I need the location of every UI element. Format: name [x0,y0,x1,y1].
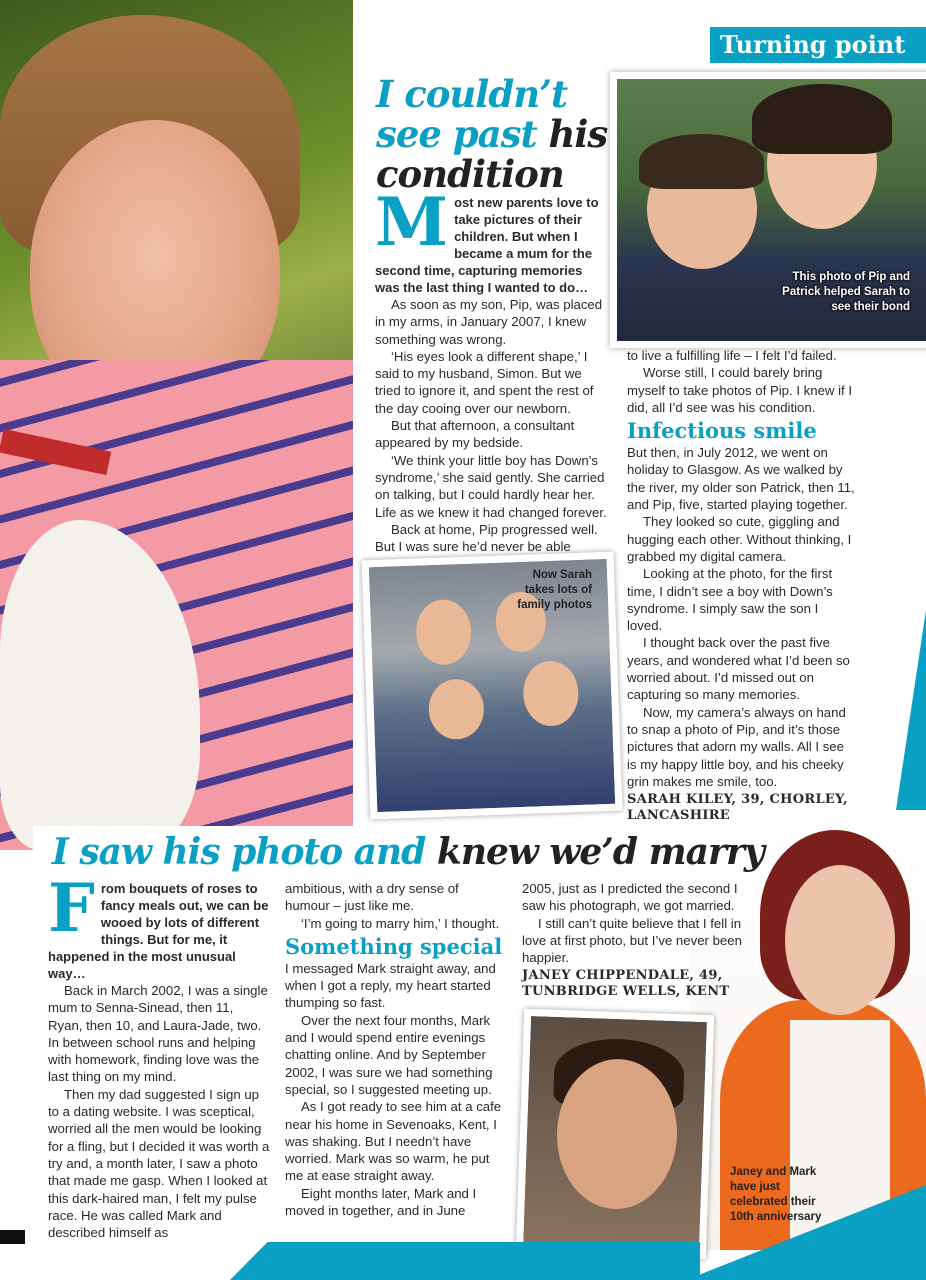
story1-headline-part1: I couldn’t see past [376,72,568,156]
paragraph: Worse still, I could barely bring myself to take photos of Pip. I knew if I did, all I’d see was his condition. [627,365,853,415]
paragraph: ‘I’m going to marry him,’ I thought. [301,915,500,931]
photo-sarah-with-dog [0,0,353,850]
paragraph: Back at home, Pip progressed well. But I was sure he’d never be able [375,521,598,555]
paragraph: to live a fulfilling life – I felt I’d failed. [627,348,837,363]
story2-column-2 [285,880,507,1219]
decorative-strip [230,1242,700,1280]
story2-column-3 [522,880,742,1000]
paragraph: Back in March 2002, I was a single mum to Senna-Sinead, then 11, Ryan, then 10, and Laura-Jade, two. In between school runs and helping with homework, finding love was the last thing on my mind. [48,983,268,1085]
section-tag: Turning point [710,27,926,63]
caption-janey: Janey and Mark have just celebrated their 10th anniversary [730,1166,822,1223]
paragraph: But then, in July 2012, we went on holiday to Glasgow. As we walked by the river, my older son Patrick, then 11, and Pip, five, started playing together. [627,445,855,513]
paragraph: Now, my camera’s always on hand to snap a photo of Pip, and it’s those pictures that adorn my walls. All I see is my happy little boy, and his cheeky grin makes me smile, too. [627,704,846,789]
paragraph: As I got ready to see him at a cafe near his home in Sevenoaks, Kent, I was shaking. But I needn’t have worried. Mark was so warm, he put me at ease straight away. [285,1099,502,1184]
paragraph: But that afternoon, a consultant appeared by my bedside. [375,418,575,451]
caption-family: Now Sarah takes lots of family photos [517,569,592,611]
story1-headline-part2: his condition [376,112,608,196]
story1-column-2 [627,347,857,824]
story1-headline [376,74,616,194]
paragraph: Over the next four months, Mark and I would spend entire evenings chatting online. And by September 2002, I was sure we had something special, so I suggested meeting up. [285,1012,493,1097]
paragraph: Then my dad suggested I sign up to a dating website. I was sceptical, worried all the men would be looking for a fling, but I decided it was worth a try and, a month later, I saw a photo that made me gasp. When I looked at this dark-haired man, I felt my pulse race. He was called Mark and described himself as [48,1086,270,1241]
photo-mark [516,1009,714,1259]
decorative-block [0,1230,25,1244]
signature-line: JANEY CHIPPENDALE, 49, [522,968,723,984]
paragraph: I still can’t quite believe that I fell in love at first photo, but I’ve never been happier. [522,915,742,966]
story2-drop-cap: F [48,869,95,947]
story1-intro [375,183,608,296]
paragraph: I thought back over the past five years, and wondered what I’d been so worried about. I’d missed out on capturing so many memories. [627,635,850,703]
paragraph: ambitious, with a dry sense of humour – just like me. [285,881,459,914]
story2-intro-text: rom bouquets of roses to fancy meals out, we can be wooed by lots of different things. But for me, it happened in the most unusual way… [48,881,269,981]
story2-intro [48,869,270,982]
signature-line: SARAH KILEY, 39, CHORLEY, [627,792,848,808]
story1-subhead: Infectious smile [627,418,817,444]
decorative-triangle [896,610,926,810]
paragraph: They looked so cute, giggling and hugging each other. Without thinking, I grabbed my digital camera. [627,514,852,564]
signature-line: TUNBRIDGE WELLS, KENT [522,984,730,1000]
paragraph: ‘His eyes look a different shape,’ I said to my husband, Simon. But we tried to ignore it, and spent the rest of the day cooing over our newborn. [375,348,594,416]
story2-headline-part2: knew we’d marry [436,831,764,873]
story1-drop-cap: M [375,183,449,261]
story2-column-1 [48,869,270,1241]
story1-intro-text: ost new parents love to take pictures of their children. But when I became a mum for the second time, capturing memories was the last thing I wanted to do… [375,195,599,295]
story2-subhead: Something special [285,933,503,959]
paragraph: ‘We think your little boy has Down’s syndrome,’ she said gently. She carried on talking, but I could hardly hear her. Life as we knew it had changed forever. [375,452,607,520]
story2-headline [52,830,764,874]
decorative-triangle [686,1185,926,1280]
story2-headline-part1: I saw his photo and [52,831,426,873]
paragraph: As soon as my son, Pip, was placed in my arms, in January 2007, I knew something was wrong. [375,297,603,347]
paragraph: Eight months later, Mark and I moved in together, and in June [285,1185,477,1219]
caption-boys: This photo of Pip and Patrick helped Sarah to see their bond [782,271,910,313]
story2-signature [522,968,742,1000]
paragraph: 2005, just as I predicted the second I saw his photograph, we got married. [522,881,738,914]
story1-signature [627,792,857,824]
signature-line: LANCASHIRE [627,808,731,824]
paragraph: I messaged Mark straight away, and when I got a reply, my heart started thumping so fast. [285,960,496,1011]
story1-column-1 [375,183,608,555]
paragraph: Looking at the photo, for the first time, I didn’t see a boy with Down’s syndrome. I simply saw the son I loved. [627,566,833,634]
